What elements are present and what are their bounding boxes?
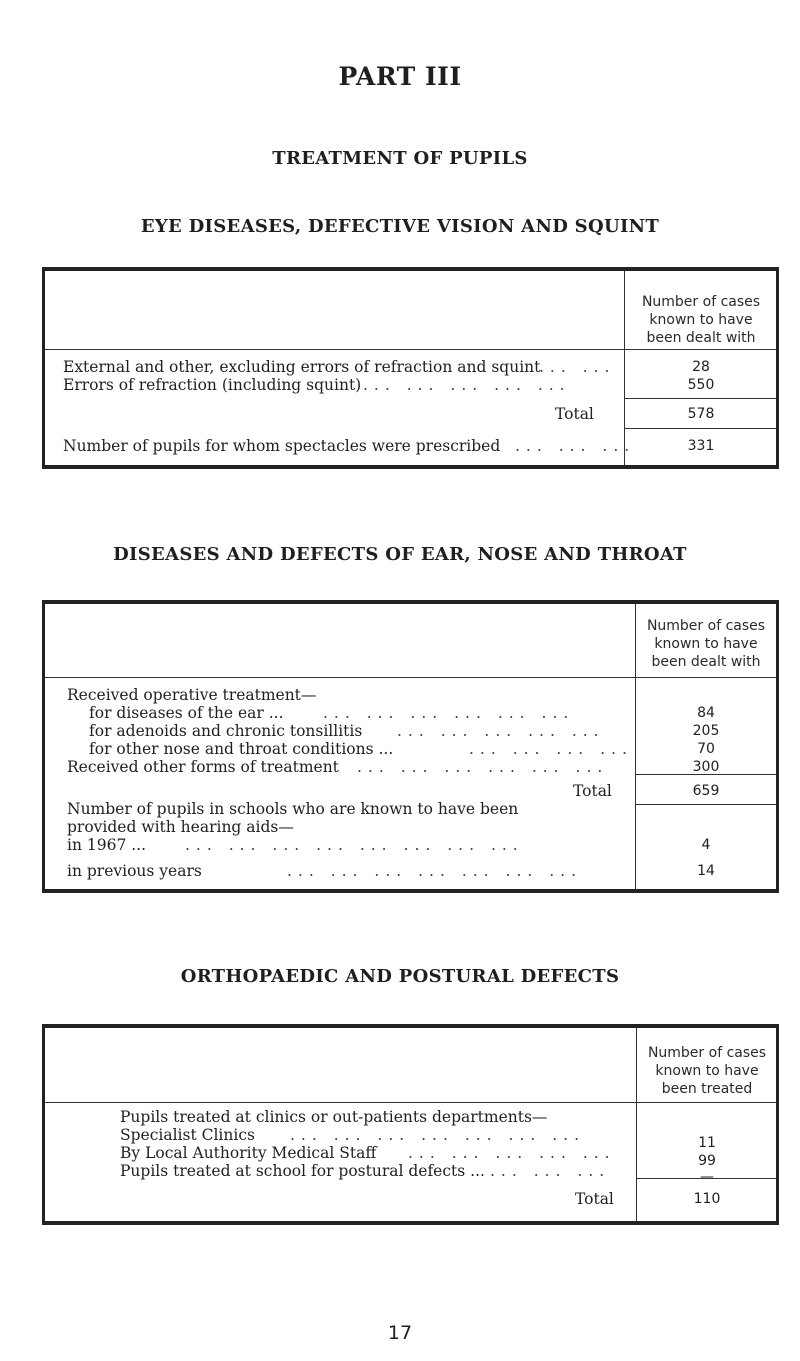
- leader-dots: ... ... ... ... ... ... ...: [290, 1126, 586, 1144]
- leader-dots: ... ...: [539, 358, 616, 376]
- leader-dots: ... ... ... ... ...: [397, 722, 605, 740]
- row-value: 4: [701, 837, 711, 853]
- ent-section-title: DISEASES AND DEFECTS OF EAR, NOSE AND THROAT: [113, 544, 687, 565]
- leader-dots: ... ... ... ... ... ... ...: [287, 862, 583, 880]
- row-label: for adenoids and chronic tonsillitis: [89, 722, 363, 740]
- row-label: in 1967 ...: [67, 836, 147, 854]
- header-rule: [45, 677, 776, 678]
- row-value: —: [700, 1169, 714, 1185]
- header-line: been treated: [661, 1081, 753, 1097]
- row-label: Number of pupils for whom spectacles were prescribed: [63, 437, 501, 455]
- total-value: 578: [687, 406, 715, 422]
- row-label: By Local Authority Medical Staff: [120, 1144, 377, 1162]
- header-line: known to have: [654, 636, 758, 652]
- row-label: Specialist Clinics: [120, 1126, 255, 1144]
- header-line: been dealt with: [651, 654, 761, 670]
- ortho-column-header: [637, 1044, 777, 1098]
- row-value: 99: [698, 1153, 716, 1169]
- row-value: 28: [692, 359, 710, 375]
- total-label: Total: [573, 782, 612, 800]
- part-title: PART III: [338, 62, 462, 91]
- row-label: Number of pupils in schools who are known to have been: [67, 800, 519, 818]
- total-value: 110: [693, 1191, 721, 1207]
- row-label: Errors of refraction (including squint): [63, 376, 362, 394]
- row-label: External and other, excluding errors of refraction and squint: [63, 358, 541, 376]
- leader-dots: ... ... ... ... ...: [408, 1144, 616, 1162]
- row-value: 300: [692, 759, 720, 775]
- subtotal-rule: [624, 398, 776, 399]
- leader-dots: ... ... ... ... ... ... ... ...: [185, 836, 524, 854]
- leader-dots: ... ... ... ... ...: [363, 376, 571, 394]
- row-label: Pupils treated at school for postural defects ...: [120, 1162, 485, 1180]
- ent-table: [42, 600, 779, 893]
- row-label: for other nose and throat conditions ...: [89, 740, 394, 758]
- row-value: 84: [697, 705, 715, 721]
- row-label: in previous years: [67, 862, 202, 880]
- header-line: known to have: [649, 312, 753, 328]
- eye-section-title: EYE DISEASES, DEFECTIVE VISION AND SQUINT: [140, 216, 660, 237]
- leader-dots: ... ... ... ... ... ...: [323, 704, 575, 722]
- row-label: provided with hearing aids—: [67, 818, 294, 836]
- row-label: Received other forms of treatment: [67, 758, 339, 776]
- eye-column-header: [625, 293, 777, 347]
- row-label: Received operative treatment—: [67, 686, 317, 704]
- leader-dots: ... ... ...: [515, 437, 636, 455]
- page-number: 17: [387, 1322, 413, 1344]
- header-rule: [45, 1102, 776, 1103]
- page-subtitle: TREATMENT OF PUPILS: [272, 148, 528, 169]
- ortho-table: [42, 1024, 779, 1225]
- total-value: 659: [692, 783, 720, 799]
- header-line: Number of cases: [647, 1045, 767, 1061]
- row-value: 14: [697, 863, 715, 879]
- ent-column-header: [636, 617, 776, 671]
- eye-table: [42, 267, 779, 469]
- header-line: Number of cases: [646, 618, 766, 634]
- header-rule: [45, 349, 776, 350]
- leader-dots: ... ... ... ... ... ...: [357, 758, 609, 776]
- ortho-section-title: ORTHOPAEDIC AND POSTURAL DEFECTS: [180, 966, 620, 987]
- row-value: 550: [687, 377, 715, 393]
- row-label: Pupils treated at clinics or out-patients departments—: [120, 1108, 548, 1126]
- row-value: 70: [697, 741, 715, 757]
- total-label: Total: [555, 405, 594, 423]
- header-line: been dealt with: [646, 330, 756, 346]
- row-value: 11: [698, 1135, 716, 1151]
- header-line: known to have: [655, 1063, 759, 1079]
- total-rule: [635, 804, 776, 805]
- total-label: Total: [575, 1190, 614, 1208]
- row-value: 331: [687, 438, 715, 454]
- hearing-aids-heading: [67, 800, 518, 836]
- leader-dots: ... ... ...: [490, 1162, 611, 1180]
- row-value: 205: [692, 723, 720, 739]
- header-line: Number of cases: [641, 294, 761, 310]
- row-label: for diseases of the ear ...: [89, 704, 284, 722]
- leader-dots: ... ... ... ...: [469, 740, 633, 758]
- total-rule: [624, 428, 776, 429]
